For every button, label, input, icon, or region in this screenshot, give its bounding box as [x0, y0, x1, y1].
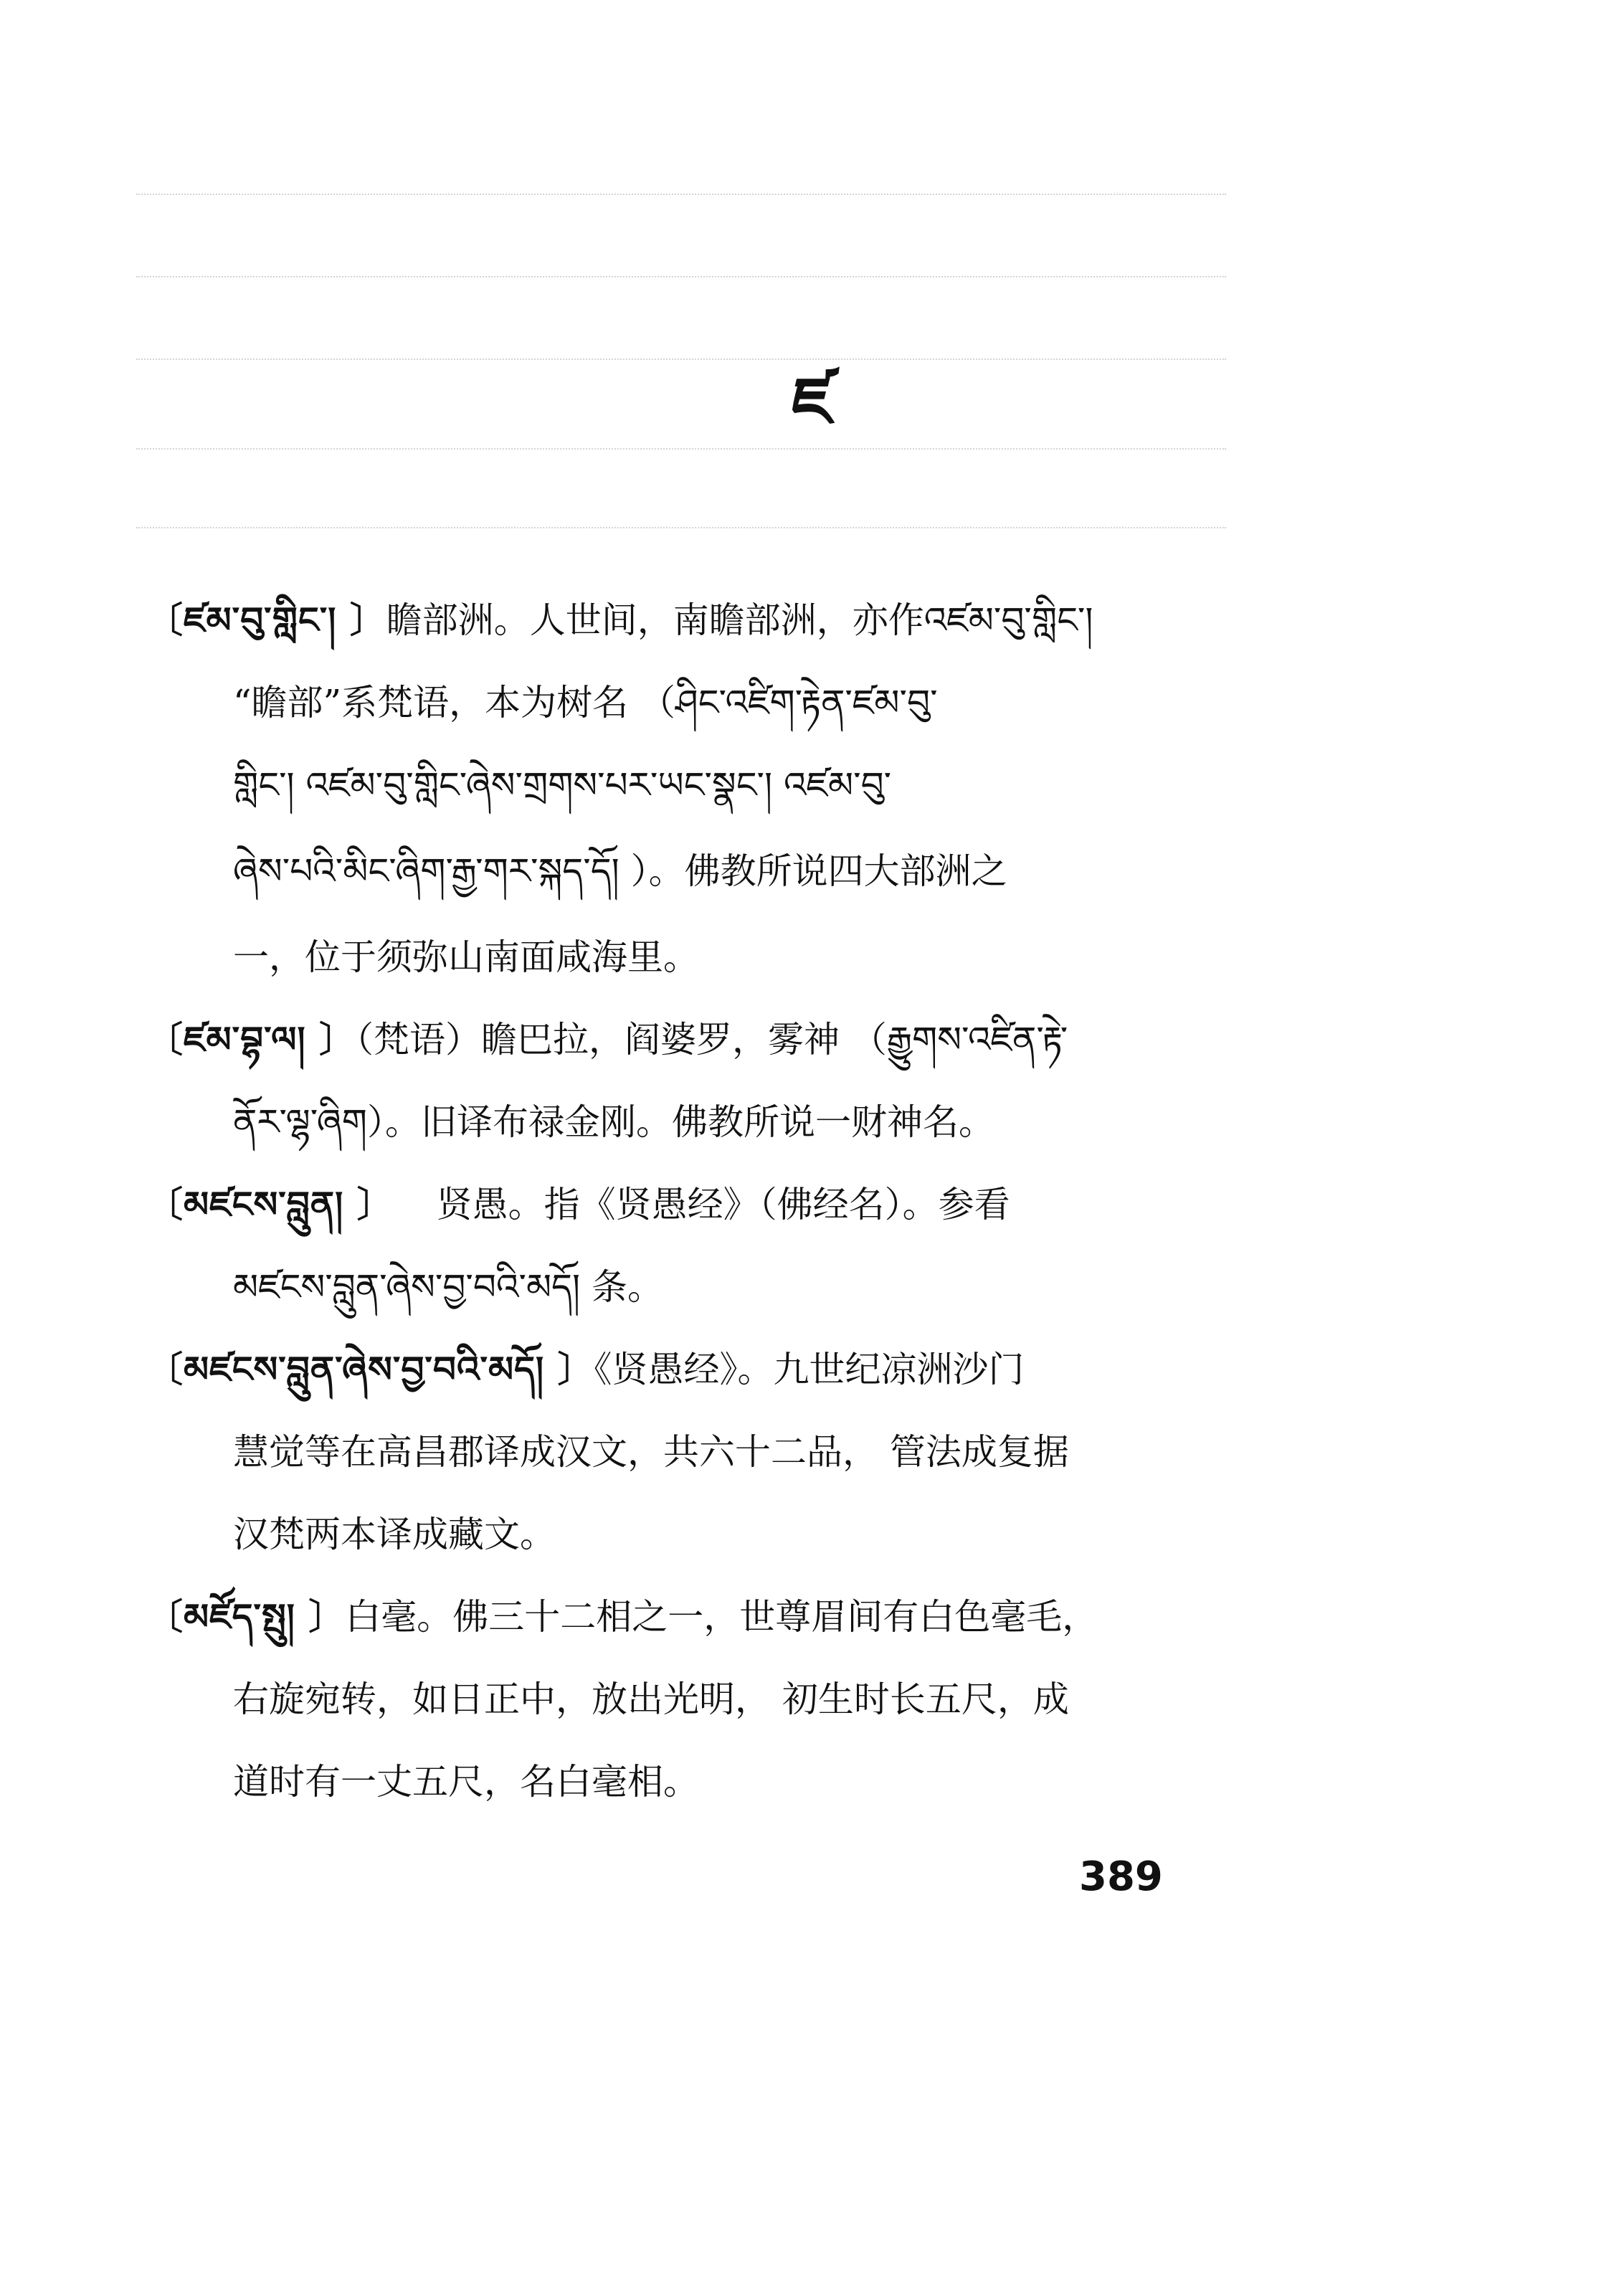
entry-text: 汉梵两本译成藏文。: [233, 1514, 556, 1555]
entry-headword: 〔མཛངས་བླུན་ཞེས་བྱ་བའི་མདོ། 〕: [147, 1348, 594, 1390]
bleed-through-line: [136, 448, 1226, 478]
entry-text: མཛངས་བླུན་ཞེས་བྱ་བའི་མདོ། 条。: [233, 1266, 663, 1308]
entry-text: 慧觉等在高昌郡译成汉文，共六十二品， 管法成复据: [233, 1431, 1069, 1473]
entry-text: ཞེས་པའི་མིང་ཞིག་རྒྱ་གར་སྐད་དོ། ）。佛教所说四大部洲之: [233, 850, 1007, 892]
entry-line: [147, 1179, 1010, 1230]
entry-headword: 〔ཛམ་བྷ་ལ། 〕: [147, 1018, 356, 1060]
page-number: 389: [1079, 1853, 1163, 1900]
entry-headword: 〔ཛམ་བུ་གླིང་། 〕: [147, 599, 386, 641]
entry-text: 右旋宛转，如日正中，放出光明， 初生时长五尺，成: [233, 1679, 1069, 1720]
entry-line: [147, 1592, 1098, 1642]
entry-text: 《贤愚经》。九世纪凉洲沙门: [594, 1349, 1025, 1390]
entry-headword: 〔མཛངས་བླུན། 〕: [147, 1183, 394, 1225]
entry-text: 瞻部洲。人世间，南瞻部洲，亦作འཛམ་བུ་གླིང་།: [386, 599, 1093, 641]
entry-line: [147, 595, 1093, 645]
entry-text: ནོར་ལྷ་ཞིག）。旧译布禄金刚。佛教所说一财神名。: [233, 1101, 994, 1143]
entry-text: （梵语）瞻巴拉，阎婆罗，雾神 （རྒྱུགས་འཛིན་རྟེ་: [355, 1019, 1068, 1060]
bleed-through-line: [136, 527, 1226, 557]
entry-text: “瞻部”系梵语，本为树名 （ཤིང་འཛིག་རྟེན་ཛམ་བུ་: [233, 682, 938, 723]
bleed-through-line: [136, 276, 1226, 306]
entry-headword: 〔མཛོད་སྤུ། 〕: [147, 1595, 346, 1638]
section-letter: ཛ: [792, 363, 832, 440]
entry-text: 贤愚。指《贤愚经》（佛经名）。参看: [436, 1184, 1010, 1225]
entry-line: [147, 1015, 1068, 1065]
entry-text: གླིང་། འཛམ་བུ་གླིང་ཞེས་གྲགས་པར་ཡང་སྣང་། འཛམ་བུ་: [233, 764, 892, 806]
bleed-through-line: [136, 194, 1226, 224]
entry-text: 白毫。佛三十二相之一，世尊眉间有白色毫毛，: [345, 1596, 1098, 1638]
entry-text: 道时有一丈五尺，名白毫相。: [233, 1761, 699, 1803]
entry-line: [147, 1344, 1025, 1395]
entry-text: 一，位于须弥山南面咸海里。: [233, 936, 699, 978]
